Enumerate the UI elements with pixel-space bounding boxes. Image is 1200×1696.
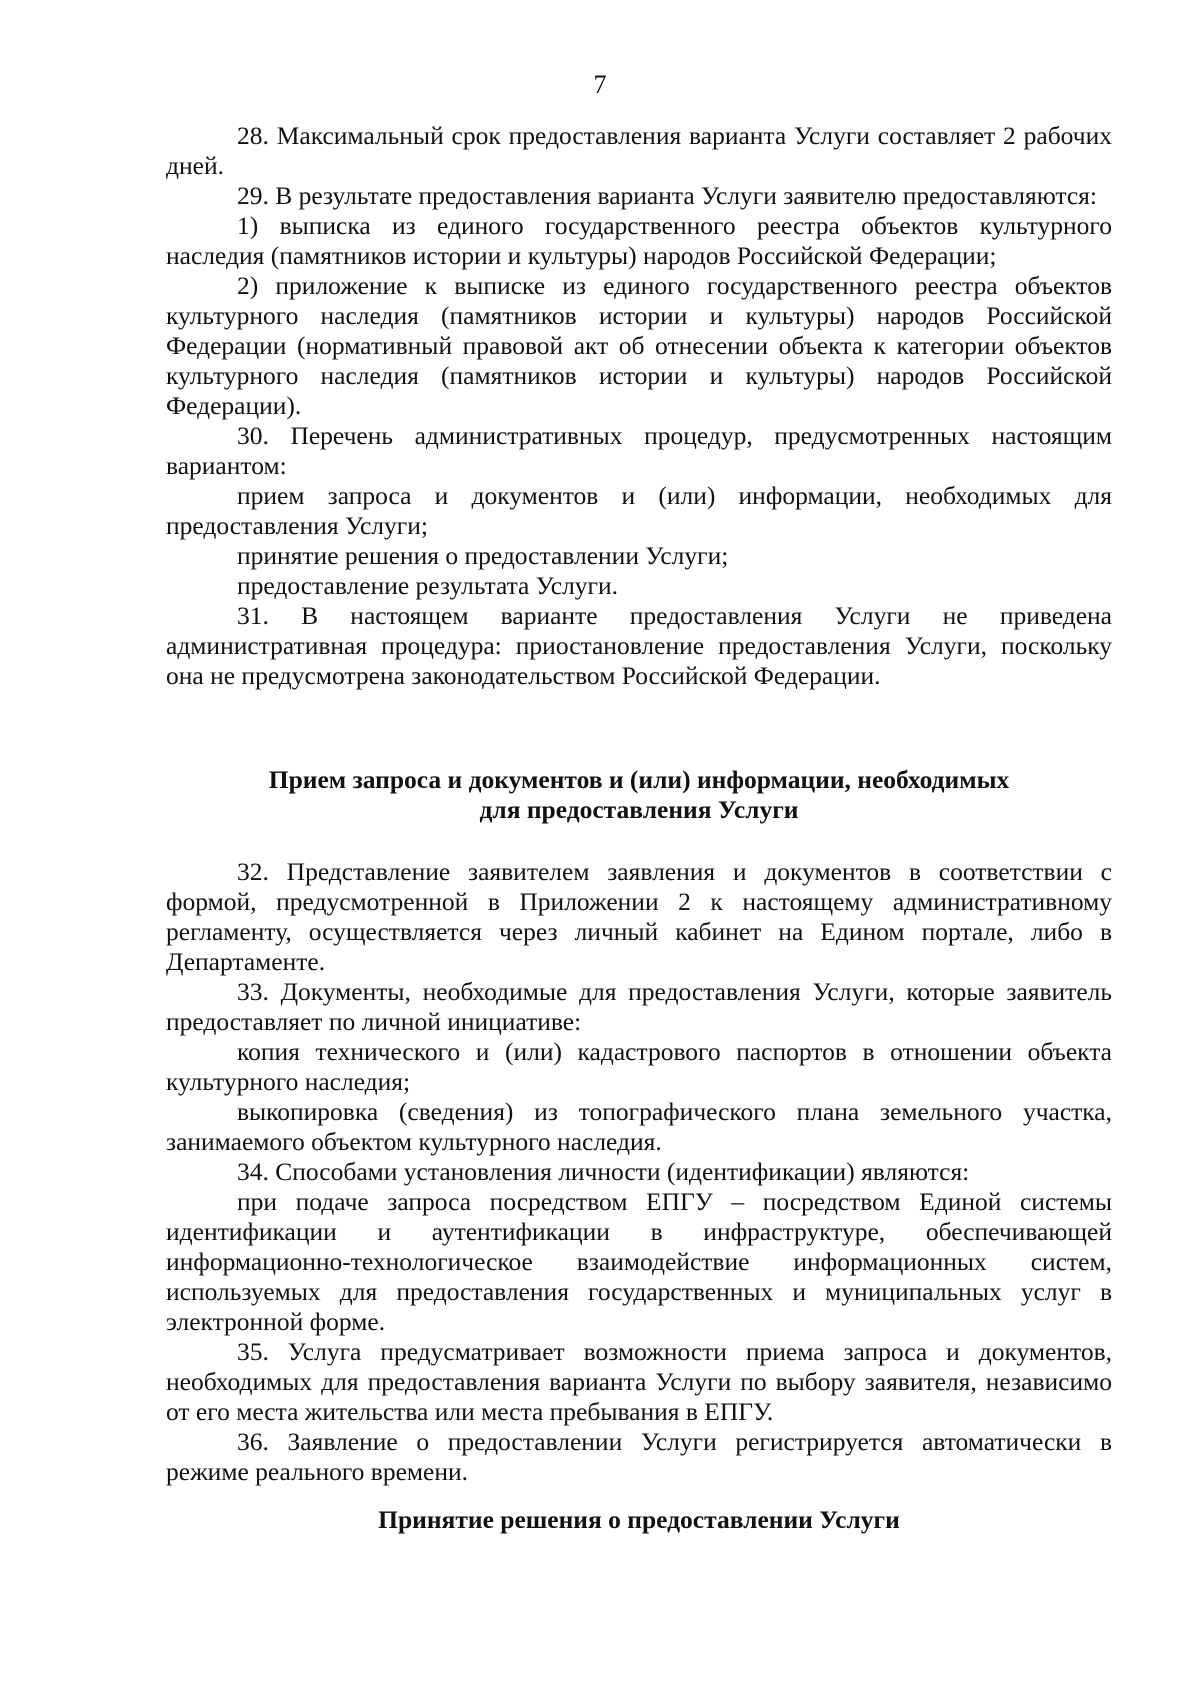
paragraphs-block-1 [166,121,1112,691]
section-heading-line-2: для предоставления Услуги [479,795,799,824]
paragraph-36: 36. Заявление о предоставлении Услуги регистрируется автоматически в режиме реального времени. [166,1427,1112,1486]
paragraph-32: 32. Представление заявителем заявления и документов в соответствии с формой, предусмотренной в Приложении 2 к настоящему административному регламенту, осуществляется через личный кабинет на Едином портале, либо в Департаменте. [166,857,1112,976]
section-heading-decision: Принятие решения о предоставлении Услуги [378,1505,900,1534]
paragraph-34: 34. Способами установления личности (идентификации) являются: [237,1157,970,1186]
paragraph-33-item-1: копия технического и (или) кадастрового паспортов в отношении объекта культурного наследия; [166,1037,1112,1096]
paragraph-28: 28. Максимальный срок предоставления варианта Услуги составляет 2 рабочих дней. [166,121,1112,180]
paragraph-33-item-2: выкопировка (сведения) из топографического плана земельного участка, занимаемого объектом культурного наследия. [166,1097,1112,1156]
section-heading-line-1: Прием запроса и документов и (или) информации, необходимых [268,765,1010,794]
paragraph-33: 33. Документы, необходимые для предоставления Услуги, которые заявитель предоставляет по личной инициативе: [166,977,1112,1036]
paragraph-29: 29. В результате предоставления варианта Услуги заявителю предоставляются: [237,181,1097,210]
section-heading-request-intake [166,765,1112,825]
paragraph-30-item-3: предоставление результата Услуги. [237,571,619,600]
paragraph-34-item-1: при подаче запроса посредством ЕПГУ – посредством Единой системы идентификации и аутентификации в инфраструктуре, обеспечивающей информационно-технологическое взаимодействие информационных систем, используемых для предоставления государственных и муниципальных услуг в электронной форме. [166,1187,1112,1336]
paragraph-30-item-1: прием запроса и документов и (или) информации, необходимых для предоставления Услуги; [166,481,1112,540]
paragraph-30-item-2: принятие решения о предоставлении Услуги; [237,541,729,570]
paragraph-35: 35. Услуга предусматривает возможности приема запроса и документов, необходимых для предоставления варианта Услуги по выбору заявителя, независимо от его места жительства или места пребывания в ЕПГУ. [166,1337,1112,1426]
paragraph-29-item-2: 2) приложение к выписке из единого государственного реестра объектов культурного наследия (памятников истории и культуры) народов Российской Федерации (нормативный правовой акт об отнесении объекта к категории объектов культурного наследия (памятников истории и культуры) народов Российской Федерации). [166,271,1112,420]
page-number: 7 [593,70,607,99]
paragraph-29-item-1: 1) выписка из единого государственного реестра объектов культурного наследия (памятников истории и культуры) народов Российской Федерации; [166,211,1112,270]
paragraphs-block-2 [166,857,1112,1487]
paragraph-31: 31. В настоящем варианте предоставления Услуги не приведена административная процедура: приостановление предоставления Услуги, поскольку она не предусмотрена законодательством Российской Федерации. [166,601,1112,690]
paragraph-30: 30. Перечень административных процедур, предусмотренных настоящим вариантом: [166,421,1112,480]
